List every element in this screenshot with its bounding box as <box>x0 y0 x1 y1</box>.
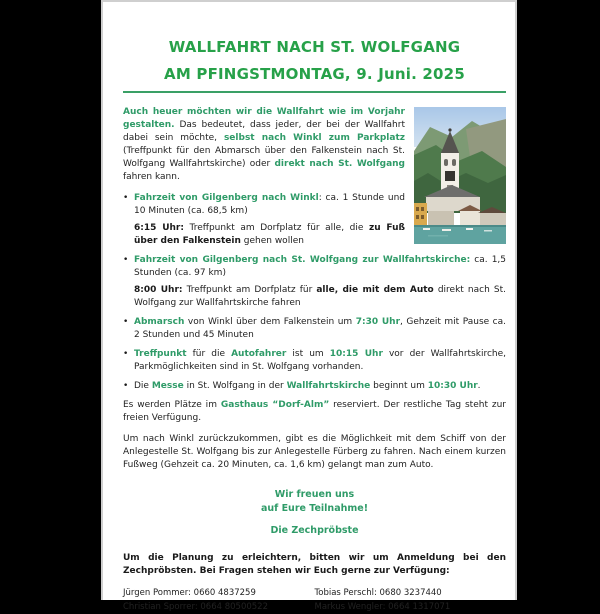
boat <box>442 229 451 231</box>
bullet-text <box>134 254 506 310</box>
text-segment: Die <box>134 381 152 391</box>
text-segment: Treffpunkt am Dorfplatz für alle, die <box>183 223 369 233</box>
text-segment: Gasthaus “Dorf-Alm” <box>220 400 330 410</box>
tower-window <box>444 159 448 166</box>
bullet-line <box>134 380 506 393</box>
building-window <box>421 207 424 211</box>
bullet-text <box>134 348 506 374</box>
rueckweg-paragraph <box>123 433 506 472</box>
title-line-1: WALLFAHRT NACH ST. WOLFGANG <box>168 38 461 56</box>
boat <box>423 228 430 230</box>
text-segment: 7:30 Uhr <box>355 317 401 327</box>
text-segment: Auch heuer möchten wir die Wallfahrt wie im Vorjahr gestalten. <box>123 107 405 130</box>
text-segment: 10:15 Uhr <box>329 349 383 359</box>
text-segment: in St. Wolfgang in der <box>183 381 287 391</box>
building-window <box>421 215 424 219</box>
closing-signature <box>123 524 506 538</box>
text-segment: alle, die mit dem Auto <box>316 285 434 295</box>
contact-entry: Markus Wengler: 0664 1317071 <box>314 602 451 612</box>
text-segment: : ca. 1 Stunde und 10 Minuten (ca. 68,5 km) <box>134 193 405 216</box>
bullet-marker: • <box>123 381 129 391</box>
bullet-line <box>134 284 506 310</box>
text-segment: 6:15 Uhr: <box>134 223 184 233</box>
text-segment: Es werden Plätze im <box>123 400 221 410</box>
text-segment: Das bedeutet, dass jeder, der bei der Wallfahrt dabei sein möchte, <box>123 120 405 143</box>
contact-entry: Tobias Perschl: 0680 3237440 <box>314 588 442 598</box>
text-segment: Um nach Winkl zurückzukommen, gibt es die Möglichkeit mit dem Schiff von der Anlegestelle St. Wolfgang bis zur Anlegestelle Fürberg zu fahren. Nach einem kurzen Fußweg (Gehzeit ca. 20 Minuten, ca. 1,6 km) gelangt man zum Auto. <box>123 434 506 470</box>
document-page <box>101 0 517 612</box>
bullet-text <box>134 192 405 248</box>
text-segment: . <box>477 381 481 391</box>
bullet-line <box>134 254 506 280</box>
text-segment: Abmarsch <box>134 317 185 327</box>
text-segment: zu Fuß über den Falkenstein <box>134 223 406 246</box>
white-house <box>460 211 480 225</box>
anmeldung-paragraph <box>123 552 506 578</box>
text-segment: Autofahrer <box>231 349 287 359</box>
water-reflection <box>484 230 492 232</box>
contact-entry: Jürgen Pommer: 0660 4837259 <box>123 588 256 598</box>
lake <box>414 225 506 244</box>
text-segment: Fahrzeit von Gilgenberg nach St. Wolfgang zur Wallfahrtskirche: <box>134 255 471 265</box>
title-divider <box>123 91 506 93</box>
text-segment: Wallfahrtskirche <box>286 381 371 391</box>
text-segment: gehen wollen <box>240 236 304 246</box>
text-segment: Treffpunkt <box>134 349 187 359</box>
text-segment: Treffpunkt am Dorfplatz für <box>182 285 317 295</box>
text-segment: 10:30 Uhr <box>427 381 478 391</box>
center-line: Wir freuen uns <box>274 489 355 500</box>
text-segment: 8:00 Uhr: <box>134 285 183 295</box>
st-wolfgang-lakeside-photo <box>414 107 506 244</box>
text-segment: , Gehzeit mit Pause ca. 2 Stunden und 45 Minuten <box>134 317 507 340</box>
title-line-2: AM PFINGSTMONTAG, 9. Juni. 2025 <box>164 65 465 83</box>
contacts-column-left <box>123 586 315 614</box>
document-body <box>123 106 506 614</box>
text-segment: beginnt um <box>370 381 428 391</box>
contact-list <box>123 586 506 614</box>
text-segment: Messe <box>151 381 184 391</box>
bullet-fahrzeit-st-wolfgang <box>123 254 506 310</box>
tower-window <box>452 159 456 166</box>
boat <box>466 228 473 230</box>
bullet-line <box>134 316 506 342</box>
waterfront-building <box>428 211 454 226</box>
building-window <box>416 215 419 219</box>
text-segment: ca. 1,5 Stunden (ca. 97 km) <box>134 255 507 278</box>
steeple-finial <box>448 128 451 131</box>
center-line: auf Eure Teilnahme! <box>260 503 369 514</box>
center-line: Die Zechpröbste <box>270 525 359 536</box>
bullet-messe <box>123 380 506 393</box>
village-house <box>480 213 506 225</box>
text-segment: (Treffpunkt für den Abmarsch über den Falkenstein nach St. Wolfgang Wallfahrtskirche) oder <box>123 146 405 169</box>
text-segment: selbst nach Winkl zum Parkplatz <box>223 133 405 143</box>
text-segment: reserviert. Der restliche Tag steht zur freien Verfügung. <box>123 400 506 423</box>
text-segment: für die <box>186 349 232 359</box>
bullet-marker: • <box>123 317 129 327</box>
page-title <box>123 34 506 88</box>
contacts-column-right <box>315 586 507 614</box>
text-segment: von Winkl über dem Falkenstein um <box>184 317 356 327</box>
bullet-marker: • <box>123 349 129 359</box>
bullet-text <box>134 316 506 342</box>
bullet-treffpunkt-autofahrer <box>123 348 506 374</box>
text-segment: vor der Wallfahrtskirche, Parkmöglichkeiten sind in St. Wolfgang vorhanden. <box>134 349 506 372</box>
bullet-line <box>134 192 405 218</box>
bullet-marker: • <box>123 193 129 203</box>
bullet-line <box>134 222 405 248</box>
contact-entry: Christian Sporrer: 0664 80500522 <box>123 602 268 612</box>
bullet-marker: • <box>123 255 129 265</box>
bullet-abmarsch <box>123 316 506 342</box>
shoreline <box>414 225 506 227</box>
text-segment: direkt nach St. Wolfgang zur Wallfahrtskirche fahren <box>134 285 506 308</box>
text-segment: fahren kann. <box>123 172 180 182</box>
bullet-line <box>134 348 506 374</box>
bullet-fahrzeit-winkl <box>123 192 405 248</box>
text-segment: Fahrzeit von Gilgenberg nach Winkl <box>134 193 319 203</box>
gasthaus-paragraph <box>123 399 506 425</box>
water-reflection <box>428 235 448 237</box>
yellow-building <box>414 203 427 226</box>
tower-clock <box>445 171 455 181</box>
bullet-text <box>134 380 506 393</box>
text-segment: ist um <box>286 349 330 359</box>
building-window <box>416 207 419 211</box>
text-segment: direkt nach St. Wolfgang <box>274 159 406 169</box>
text-segment: Um die Planung zu erleichtern, bitten wir um Anmeldung bei den Zechpröbsten. Bei Fragen stehen wir Euch gerne zur Verfügung: <box>123 553 506 576</box>
closing-greeting <box>123 488 506 516</box>
